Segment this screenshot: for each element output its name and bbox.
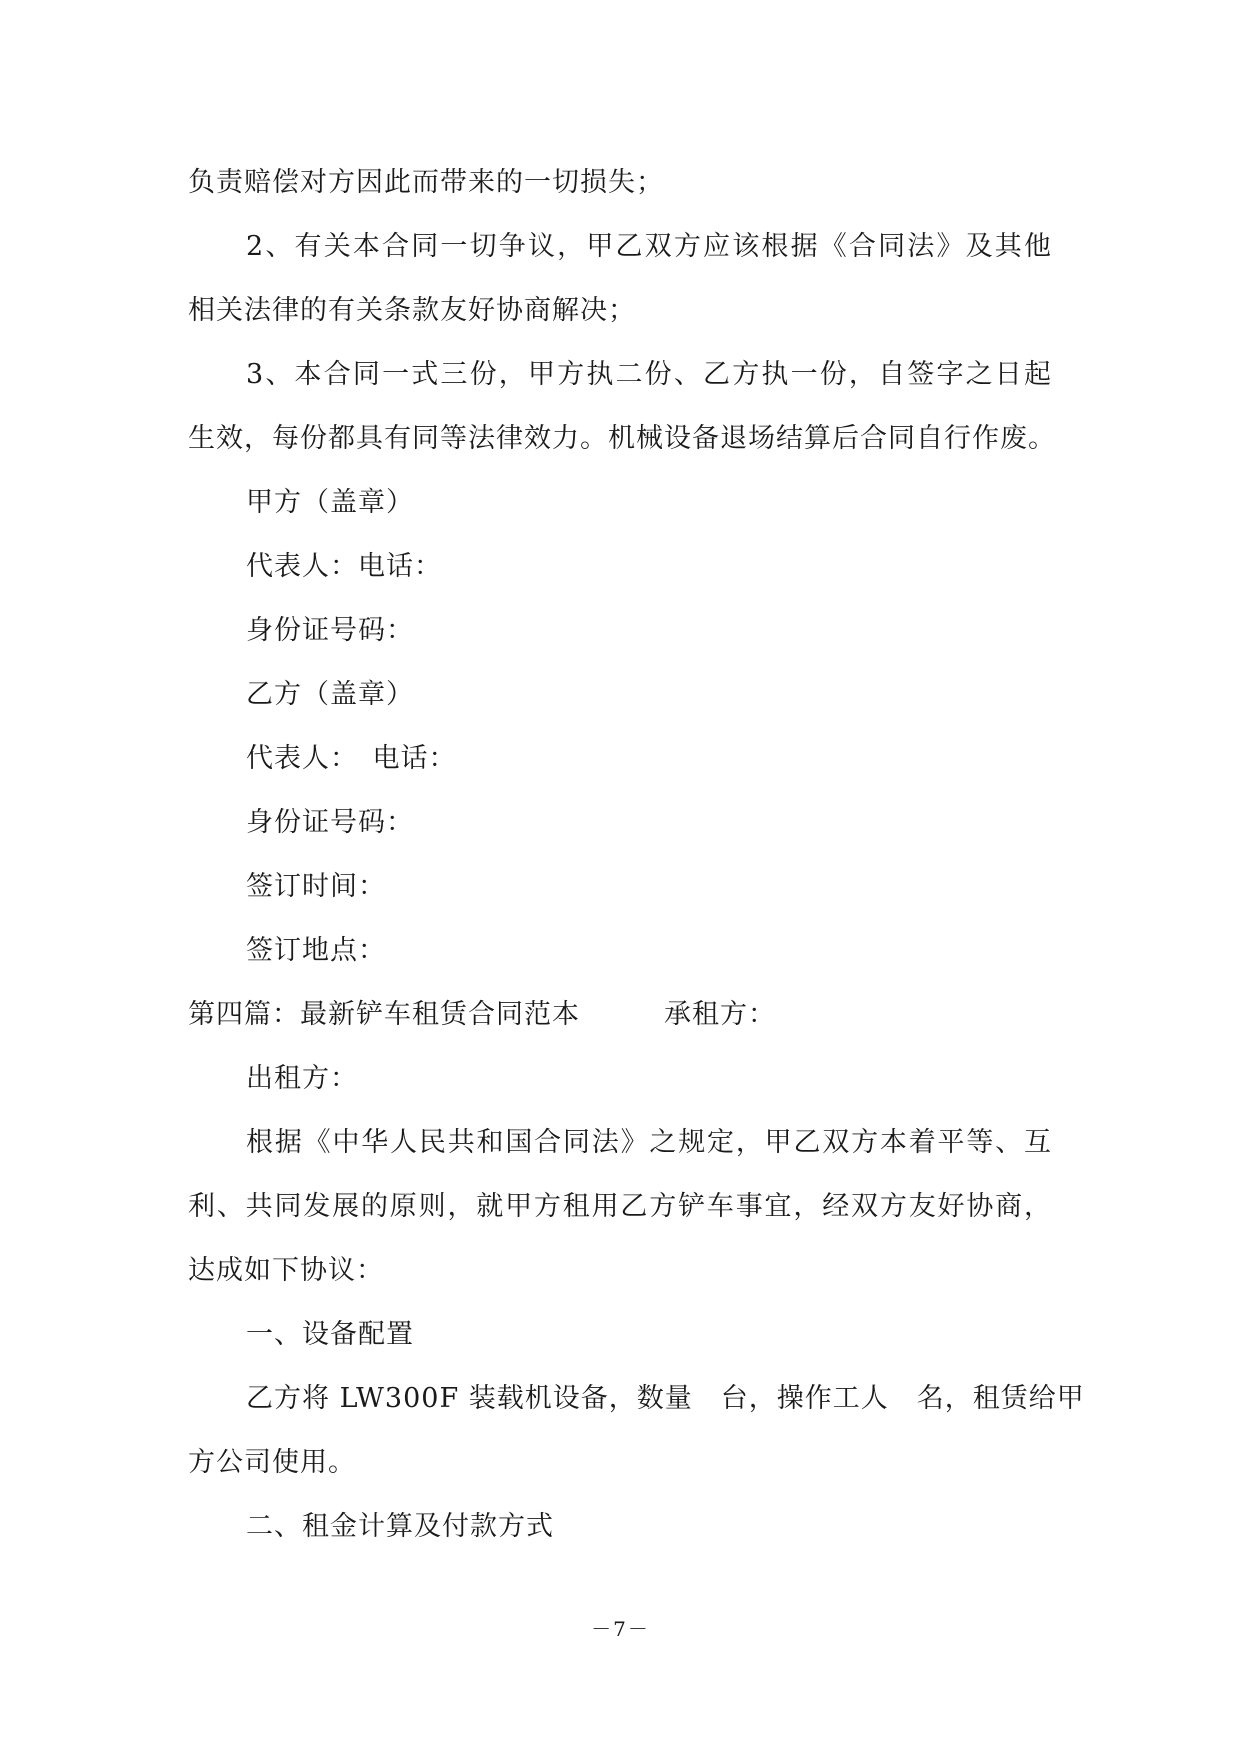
clause-heading: 二、租金计算及付款方式 bbox=[246, 1511, 554, 1542]
text-line: 乙方（盖章） bbox=[246, 679, 414, 710]
text-line: 达成如下协议： bbox=[188, 1255, 384, 1286]
text-line: 出租方： bbox=[246, 1063, 358, 1094]
text-line: 乙方将 LW300F 装载机设备，数量 台，操作工人 名，租赁给甲 bbox=[246, 1383, 1085, 1414]
page-number: －7－ bbox=[591, 1617, 650, 1641]
text-line: 方公司使用。 bbox=[188, 1447, 356, 1478]
text-line: 利、共同发展的原则，就甲方租用乙方铲车事宜，经双方友好协商， bbox=[188, 1191, 1052, 1222]
text-line: 生效，每份都具有同等法律效力。机械设备退场结算后合同自行作废。 bbox=[188, 423, 1056, 454]
text-line: 根据《中华人民共和国合同法》之规定，甲乙双方本着平等、互 bbox=[246, 1127, 1052, 1158]
section-heading: 第四篇：最新铲车租赁合同范本 承租方： bbox=[188, 999, 776, 1030]
text-line: 代表人： 电话： bbox=[246, 743, 457, 774]
text-line: 签订时间： bbox=[246, 871, 386, 902]
text-line: 身份证号码： bbox=[246, 615, 414, 646]
clause-heading: 一、设备配置 bbox=[246, 1319, 414, 1350]
text-line: 相关法律的有关条款友好协商解决； bbox=[188, 295, 636, 326]
text-line: 2、有关本合同一切争议，甲乙双方应该根据《合同法》及其他 bbox=[246, 231, 1052, 262]
text-line: 身份证号码： bbox=[246, 807, 414, 838]
text-line: 签订地点： bbox=[246, 935, 386, 966]
text-line: 甲方（盖章） bbox=[246, 487, 414, 518]
text-line: 3、本合同一式三份，甲方执二份、乙方执一份，自签字之日起 bbox=[246, 359, 1052, 390]
text-line: 代表人：电话： bbox=[246, 551, 442, 582]
text-line: 负责赔偿对方因此而带来的一切损失； bbox=[188, 167, 664, 198]
